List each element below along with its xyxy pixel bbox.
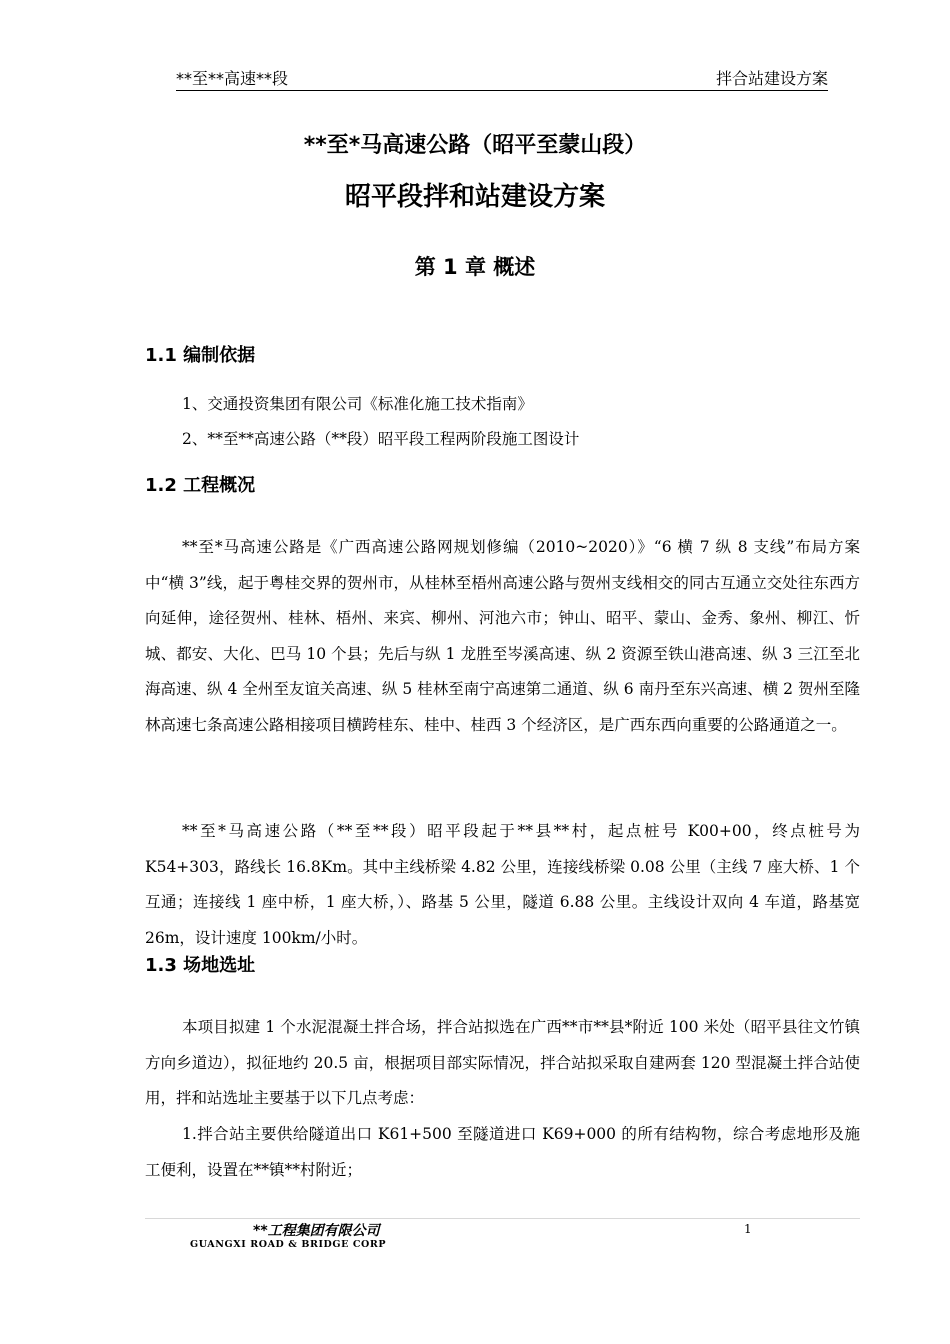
page-header — [176, 66, 828, 91]
overview-paragraph-1: **至*马高速公路是《广西高速公路网规划修编（2010~2020）》“6 横 7 纵 8 支线”布局方案中“横 3”线，起于粤桂交界的贺州市，从桂林至梧州高速公路与贺州支线相交的同古互通立交处往东西方向延伸，途径贺州、桂林、梧州、来宾、柳州、河池六市；钟山、昭平、蒙山、金秀、象州、柳江、忻城、都安、大化、巴马 10 个县；先后与纵 1 龙胜至岑溪高速、纵 2 资源至铁山港高速、纵 3 三江至北海高速、纵 4 全州至友谊关高速、纵 5 桂林至南宁高速第二通道、纵 6 南丹至东兴高速、横 2 贺州至隆林高速七条高速公路相接项目横跨桂东、桂中、桂西 3 个经济区，是广西东西向重要的公路通道之一。 — [145, 538, 860, 734]
header-left-text: **至**高速**段 — [176, 69, 289, 88]
chapter-heading: 第 1 章 概述 — [414, 255, 536, 279]
basis-item-1: 1、交通投资集团有限公司《标准化施工技术指南》 — [182, 395, 533, 413]
header-right-text: 拌合站建设方案 — [715, 69, 828, 88]
document-title-line2: 昭平段拌和站建设方案 — [344, 182, 605, 212]
section-heading-1-1: 1.1 编制依据 — [145, 345, 256, 366]
section-heading-1-2: 1.2 工程概况 — [145, 475, 256, 496]
page-number: 1 — [744, 1222, 752, 1236]
footer-divider — [145, 1218, 860, 1219]
site-paragraph-1: 本项目拟建 1 个水泥混凝土拌合场，拌合站拟选在广西**市**县*附近 100 米处（昭平县往文竹镇方向乡道边），拟征地约 20.5 亩，根据项目部实际情况，拌合站拟采取自建两套 120 型混凝土拌合站使用，拌和站选址主要基于以下几点考虑： — [145, 1018, 860, 1107]
overview-paragraph-2: **至*马高速公路（**至**段）昭平段起于**县**村，起点桩号 K00+00，终点桩号为 K54+303，路线长 16.8Km。其中主线桥梁 4.82 公里，连接线桥梁 0.08 公里（主线 7 座大桥、1 个互通；连接线 1 座中桥，1 座大桥，）、路基 5 公里，隧道 6.88 公里。主线设计双向 4 车道，路基宽 26m，设计速度 100km/小时。 — [145, 822, 860, 947]
basis-item-2: 2、**至**高速公路（**段）昭平段工程两阶段施工图设计 — [182, 430, 580, 448]
section-heading-1-3: 1.3 场地选址 — [145, 955, 256, 976]
footer-company-name: **工程集团有限公司 — [253, 1223, 380, 1239]
footer-company-english: GUANGXI ROAD & BRIDGE CORP — [190, 1239, 387, 1250]
document-title-line1: **至*马高速公路（昭平至蒙山段） — [303, 133, 647, 158]
site-paragraph-2: 1.拌合站主要供给隧道出口 K61+500 至隧道进口 K69+000 的所有结构物，综合考虑地形及施工便利，设置在**镇**村附近； — [145, 1125, 860, 1179]
